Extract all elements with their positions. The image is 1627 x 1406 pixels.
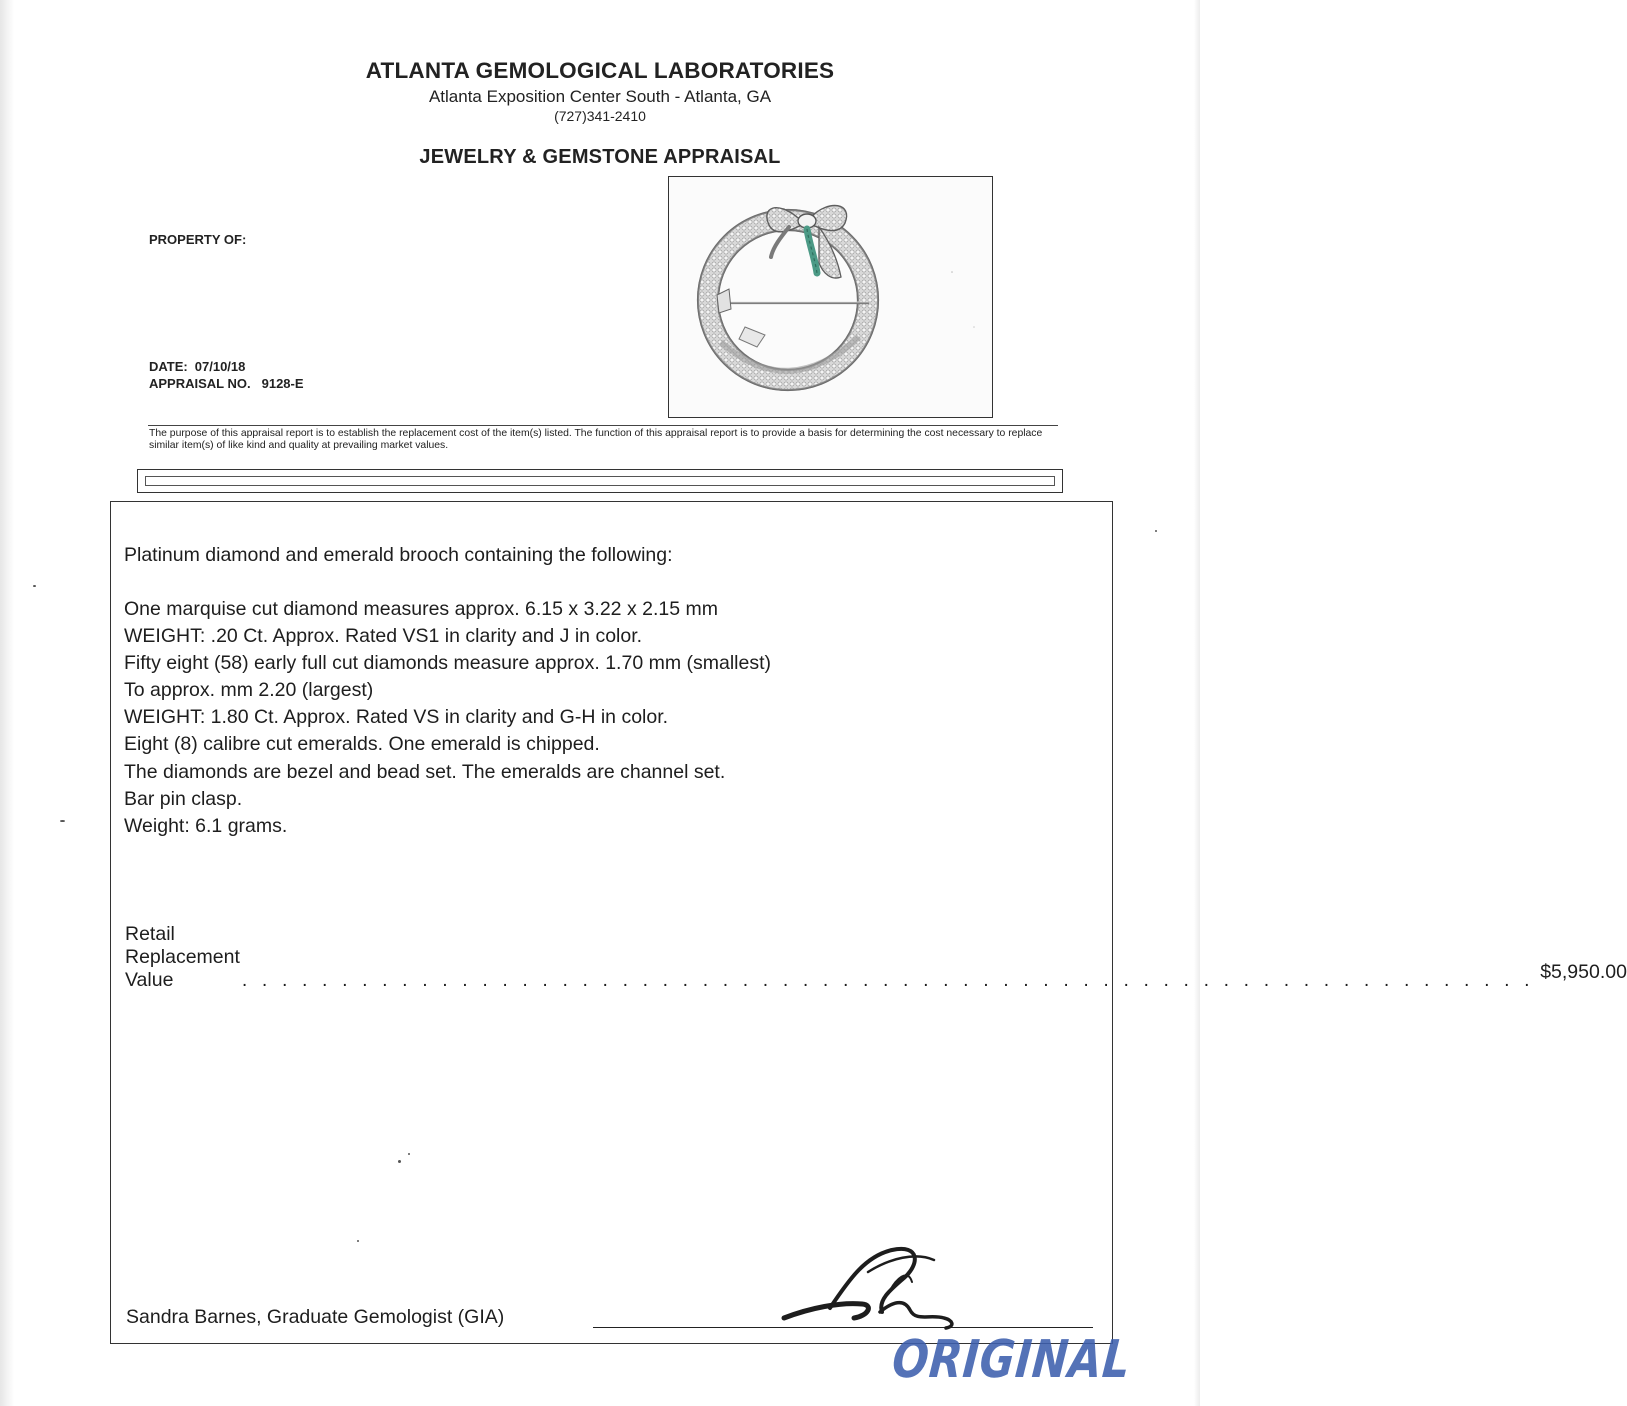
- lab-phone: (727)341-2410: [554, 108, 646, 124]
- lab-name: ATLANTA GEMOLOGICAL LABORATORIES: [365, 58, 835, 83]
- document-title: JEWELRY & GEMSTONE APPRAISAL: [419, 146, 781, 168]
- description-line: Fifty eight (58) early full cut diamonds measure approx. 1.70 mm (smallest): [124, 652, 771, 675]
- description-line: WEIGHT: .20 Ct. Approx. Rated VS1 in clarity and J in color.: [124, 625, 643, 648]
- description-line: Weight: 6.1 grams.: [124, 814, 288, 837]
- handwritten-signature: [770, 1238, 970, 1338]
- empty-description-bar: [137, 469, 1063, 493]
- scan-speck: [398, 1160, 401, 1163]
- retail-value-amount: $5,950.00: [1540, 961, 1627, 983]
- date-value: 07/10/18: [194, 359, 246, 374]
- property-of-label: PROPERTY OF:: [149, 232, 247, 247]
- retail-value-label: Retail Replacement Value: [125, 923, 240, 991]
- header-divider: [148, 425, 1058, 426]
- description-line: Bar pin clasp.: [124, 787, 243, 810]
- scan-speck: [60, 820, 65, 822]
- brooch-photo: [668, 176, 993, 418]
- item-intro: Platinum diamond and emerald brooch containing the following:: [124, 544, 673, 566]
- appraisal-number-value: 9128-E: [261, 376, 304, 391]
- date-line: [149, 359, 245, 374]
- original-stamp: ORIGINAL: [889, 1330, 1134, 1390]
- appraisal-number-label: APPRAISAL NO.: [149, 376, 251, 391]
- scan-speck: [33, 585, 36, 587]
- scan-speck: [1155, 530, 1157, 532]
- description-line: To approx. mm 2.20 (largest): [124, 679, 374, 702]
- appraisal-number-line: [149, 376, 304, 391]
- dot-leader: . . . . . . . . . . . . . . . . . . . . . . . . . . . . . . . . . . . . . . . . . . . . . . . . . . . . . . . . . . . . . . . . .: [241, 969, 1535, 991]
- description-line: Eight (8) calibre cut emeralds. One emerald is chipped.: [124, 733, 600, 756]
- lab-address: Atlanta Exposition Center South - Atlanta, GA: [428, 87, 772, 106]
- item-description: [124, 596, 771, 840]
- retail-value-line: [125, 923, 1627, 992]
- scan-speck: [357, 1240, 359, 1242]
- scan-edge-left: [0, 0, 14, 1406]
- description-line: One marquise cut diamond measures approx. 6.15 x 3.22 x 2.15 mm: [124, 598, 718, 620]
- brooch-image: [669, 177, 991, 416]
- scan-edge-right: [1194, 0, 1200, 1406]
- description-line: The diamonds are bezel and bead set. The emeralds are channel set.: [124, 760, 726, 783]
- purpose-statement: The purpose of this appraisal report is to establish the replacement cost of the item(s) listed. The function of this appraisal report is to provide a basis for determining the cost necessary to replace similar item(s) of like kind and quality at prevailing market values.: [149, 428, 1043, 451]
- description-line: WEIGHT: 1.80 Ct. Approx. Rated VS in clarity and G-H in color.: [124, 706, 669, 729]
- scan-speck: [408, 1153, 410, 1155]
- signer-name: Sandra Barnes, Graduate Gemologist (GIA): [126, 1306, 505, 1328]
- date-label: DATE:: [149, 359, 188, 374]
